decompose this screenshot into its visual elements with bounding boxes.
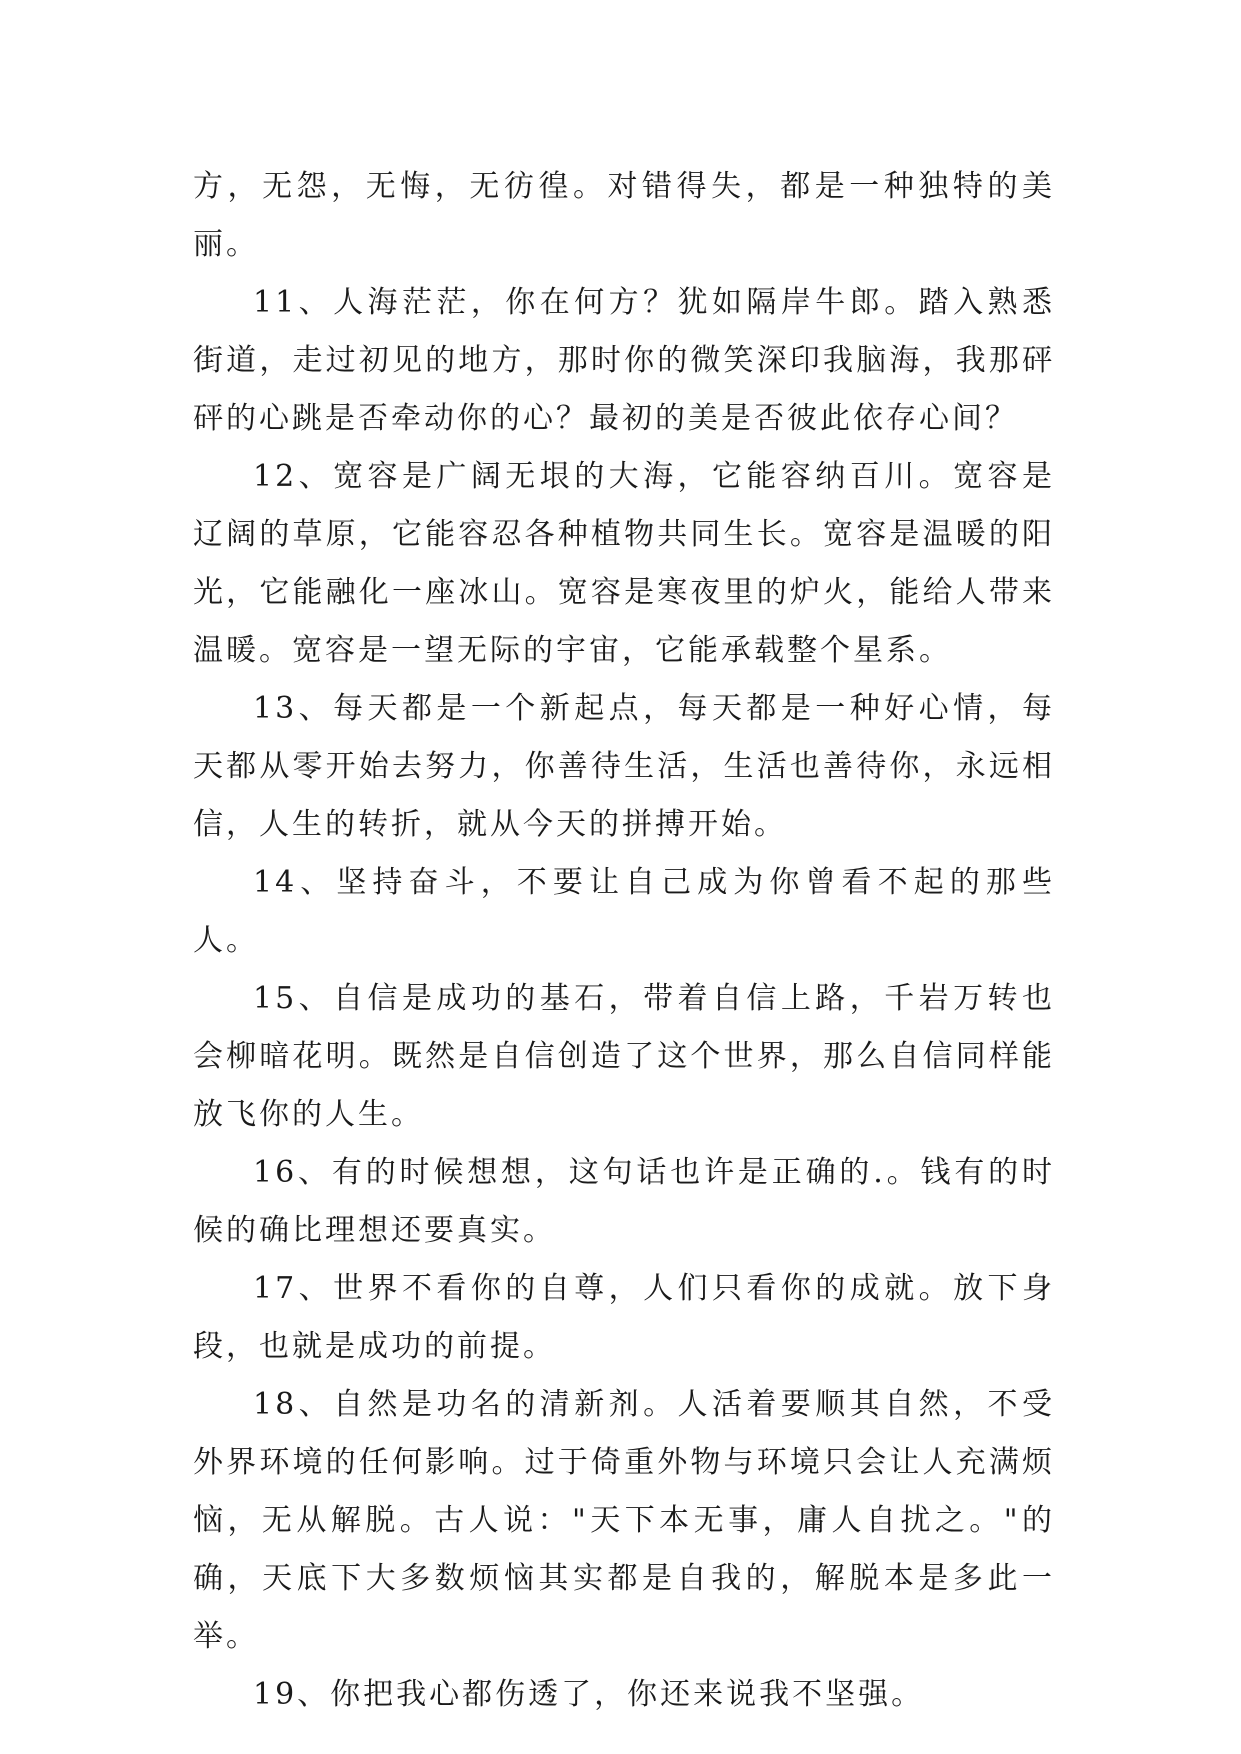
paragraph-11: 11、人海茫茫，你在何方？犹如隔岸牛郎。踏入熟悉街道，走过初见的地方，那时你的微笑深印我脑海，我那砰砰的心跳是否牵动你的心？最初的美是否彼此依存心间？ (193, 285, 1055, 436)
document-body (193, 158, 1055, 1724)
paragraph-12: 12、宽容是广阔无垠的大海，它能容纳百川。宽容是辽阔的草原，它能容忍各种植物共同生长。宽容是温暖的阳光，它能融化一座冰山。宽容是寒夜里的炉火，能给人带来温暖。宽容是一望无际的宇宙，它能承载整个星系。 (193, 459, 1055, 668)
paragraph-19: 19、你把我心都伤透了，你还来说我不坚强。 (253, 1677, 925, 1712)
paragraph-17: 17、世界不看你的自尊，人们只看你的成就。放下身段，也就是成功的前提。 (193, 1271, 1055, 1364)
paragraph-18: 18、自然是功名的清新剂。人活着要顺其自然，不受外界环境的任何影响。过于倚重外物与环境只会让人充满烦恼，无从解脱。古人说："天下本无事，庸人自扰之。"的确，天底下大多数烦恼其实都是自我的，解脱本是多此一举。 (193, 1387, 1055, 1654)
paragraph-15: 15、自信是成功的基石，带着自信上路，千岩万转也会柳暗花明。既然是自信创造了这个世界，那么自信同样能放飞你的人生。 (193, 981, 1055, 1132)
paragraph-14: 14、坚持奋斗，不要让自己成为你曾看不起的那些人。 (193, 865, 1055, 958)
paragraph-16: 16、有的时候想想，这句话也许是正确的.。钱有的时候的确比理想还要真实。 (193, 1155, 1055, 1248)
paragraph-13: 13、每天都是一个新起点，每天都是一种好心情，每天都从零开始去努力，你善待生活，生活也善待你，永远相信，人生的转折，就从今天的拼搏开始。 (193, 691, 1055, 842)
paragraph-continuation: 方，无怨，无悔，无彷徨。对错得失，都是一种独特的美丽。 (193, 169, 1055, 262)
